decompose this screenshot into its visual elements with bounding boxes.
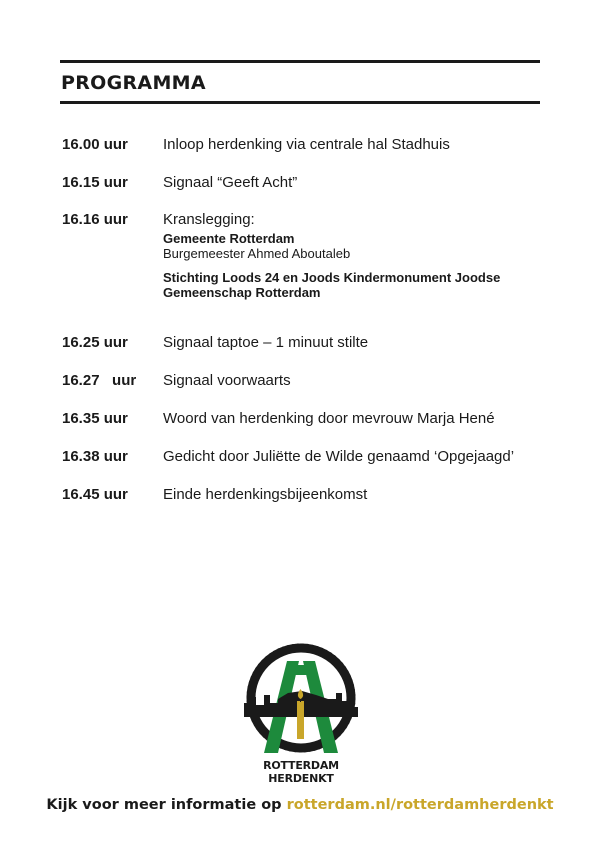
item-time: 16.16 uur [62, 211, 128, 228]
bottom-rule [60, 101, 540, 104]
item-time: 16.35 uur [62, 410, 128, 427]
org-name: Gemeenschap Rotterdam [163, 285, 321, 300]
footer-text: Kijk voor meer informatie op [46, 797, 287, 813]
top-rule [60, 60, 540, 63]
org-person: Burgemeester Ahmed Aboutaleb [163, 246, 351, 261]
org-name: Stichting Loods 24 en Joods Kindermonument Joodse [163, 270, 501, 285]
item-time: 16.15 uur [62, 174, 128, 191]
item-time: 16.27 uur [62, 372, 137, 389]
footer [0, 797, 600, 813]
item-time: 16.38 uur [62, 448, 128, 465]
org-name: Gemeente Rotterdam [163, 231, 295, 246]
rotterdam-herdenkt-logo [236, 641, 366, 785]
item-text: Kranslegging: [163, 211, 255, 228]
item-time: 16.45 uur [62, 486, 128, 503]
item-text: Inloop herdenking via centrale hal Stadhuis [163, 136, 450, 153]
item-time: 16.25 uur [62, 334, 128, 351]
item-text: Woord van herdenking door mevrouw Marja Hené [163, 410, 495, 427]
item-text: Gedicht door Juliëtte de Wilde genaamd ‘Opgejaagd’ [163, 448, 515, 465]
logo-emblem-icon [236, 641, 366, 776]
item-text: Signaal taptoe – 1 minuut stilte [163, 334, 369, 351]
item-time: 16.00 uur [62, 136, 128, 153]
wreath-details [163, 231, 500, 300]
logo-text: ROTTERDAM HERDENKT [263, 759, 339, 785]
item-text: Signaal voorwaarts [163, 372, 291, 389]
section-title: PROGRAMMA [61, 72, 206, 94]
item-text: Einde herdenkingsbijeenkomst [163, 486, 368, 503]
item-text: Signaal “Geeft Acht” [163, 174, 298, 191]
footer-link[interactable]: rotterdam.nl/rotterdamherdenkt [286, 797, 554, 813]
